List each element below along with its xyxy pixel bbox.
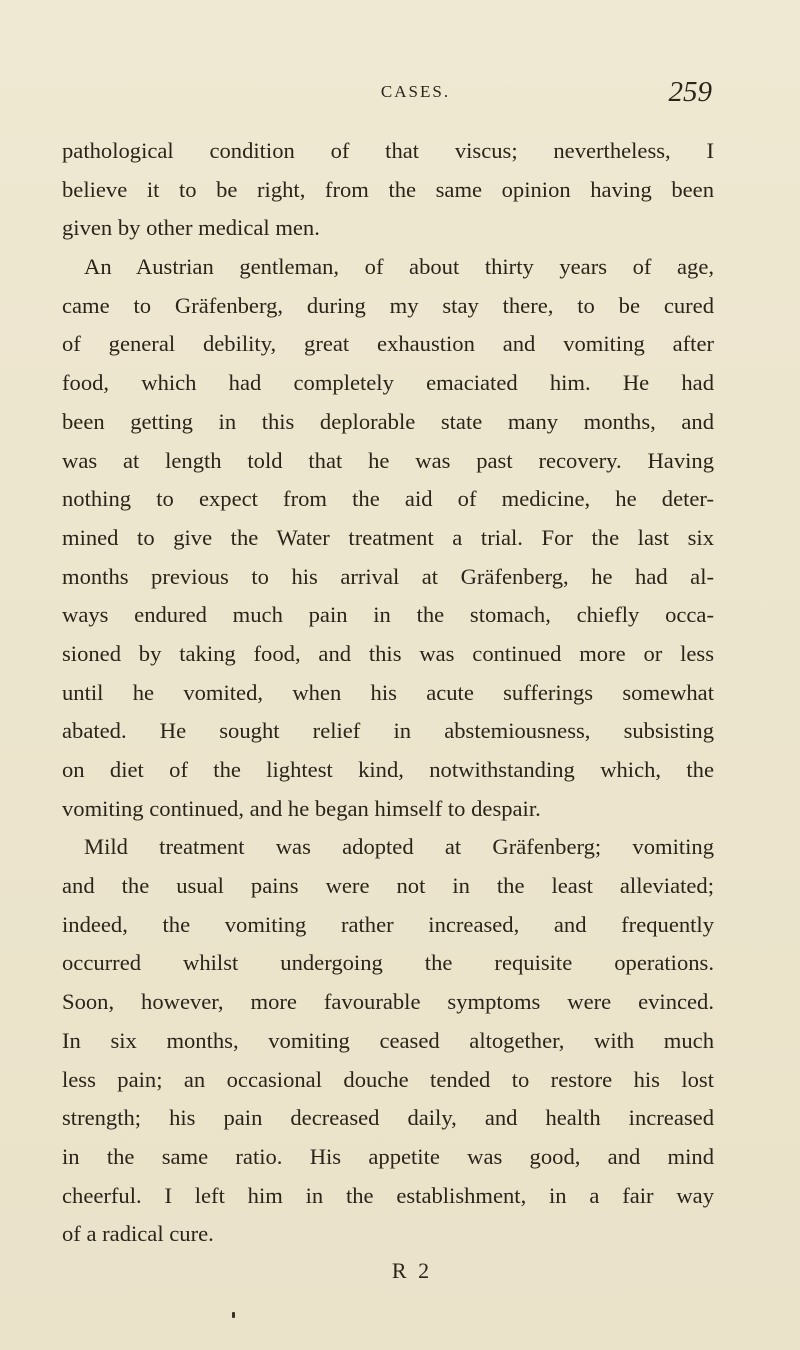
- running-head: [62, 76, 714, 110]
- text-line: given by other medical men.: [62, 215, 320, 241]
- text-line: on diet of the lightest kind, notwithstanding which, the: [62, 757, 714, 782]
- text-line: been getting in this deplorable state many months, and: [62, 408, 714, 434]
- ink-speck: [232, 1312, 235, 1318]
- text-line: In six months, vomiting ceased altogether, with much: [62, 1027, 714, 1053]
- text-line: months previous to his arrival at Gräfenberg, he had al-: [62, 563, 714, 589]
- text-line: until he vomited, when his acute sufferings somewhat: [62, 679, 714, 705]
- text-line: nothing to expect from the aid of medicine, he deter-: [62, 486, 714, 512]
- text-line: An Austrian gentleman, of about thirty years of age,: [84, 254, 714, 280]
- text-line: of a radical cure.: [62, 1221, 214, 1247]
- text-line: indeed, the vomiting rather increased, and frequently: [62, 911, 714, 937]
- text-line: pathological condition of that viscus; nevertheless, I: [62, 138, 714, 163]
- text-line: strength; his pain decreased daily, and health increased: [62, 1105, 714, 1131]
- text-line: came to Gräfenberg, during my stay there, to be cured: [62, 292, 714, 318]
- text-line: vomiting continued, and he began himself to despair.: [62, 795, 541, 821]
- body-text: [62, 132, 714, 1254]
- text-line: believe it to be right, from the same opinion having been: [62, 176, 714, 202]
- text-line: Soon, however, more favourable symptoms were evinced.: [62, 989, 714, 1015]
- text-line: of general debility, great exhaustion and vomiting after: [62, 331, 714, 357]
- signature-mark: R 2: [391, 1258, 433, 1283]
- text-line: less pain; an occasional douche tended to restore his lost: [62, 1066, 714, 1092]
- text-line: in the same ratio. His appetite was good, and mind: [62, 1143, 714, 1169]
- text-line: and the usual pains were not in the least alleviated;: [62, 873, 714, 899]
- text-line: was at length told that he was past recovery. Having: [62, 447, 714, 473]
- text-line: ways endured much pain in the stomach, chiefly occa-: [62, 602, 714, 628]
- text-line: Mild treatment was adopted at Gräfenberg; vomiting: [84, 834, 714, 860]
- text-line: cheerful. I left him in the establishment, in a fair way: [62, 1182, 714, 1208]
- text-line: mined to give the Water treatment a trial. For the last six: [62, 524, 714, 550]
- text-line: abated. He sought relief in abstemiousness, subsisting: [62, 718, 714, 744]
- text-line: sioned by taking food, and this was continued more or less: [62, 640, 714, 666]
- text-line: food, which had completely emaciated him. He had: [62, 370, 714, 396]
- running-title: CASES.: [380, 82, 451, 101]
- page-number: 259: [668, 76, 712, 108]
- text-line: occurred whilst undergoing the requisite operations.: [62, 950, 714, 976]
